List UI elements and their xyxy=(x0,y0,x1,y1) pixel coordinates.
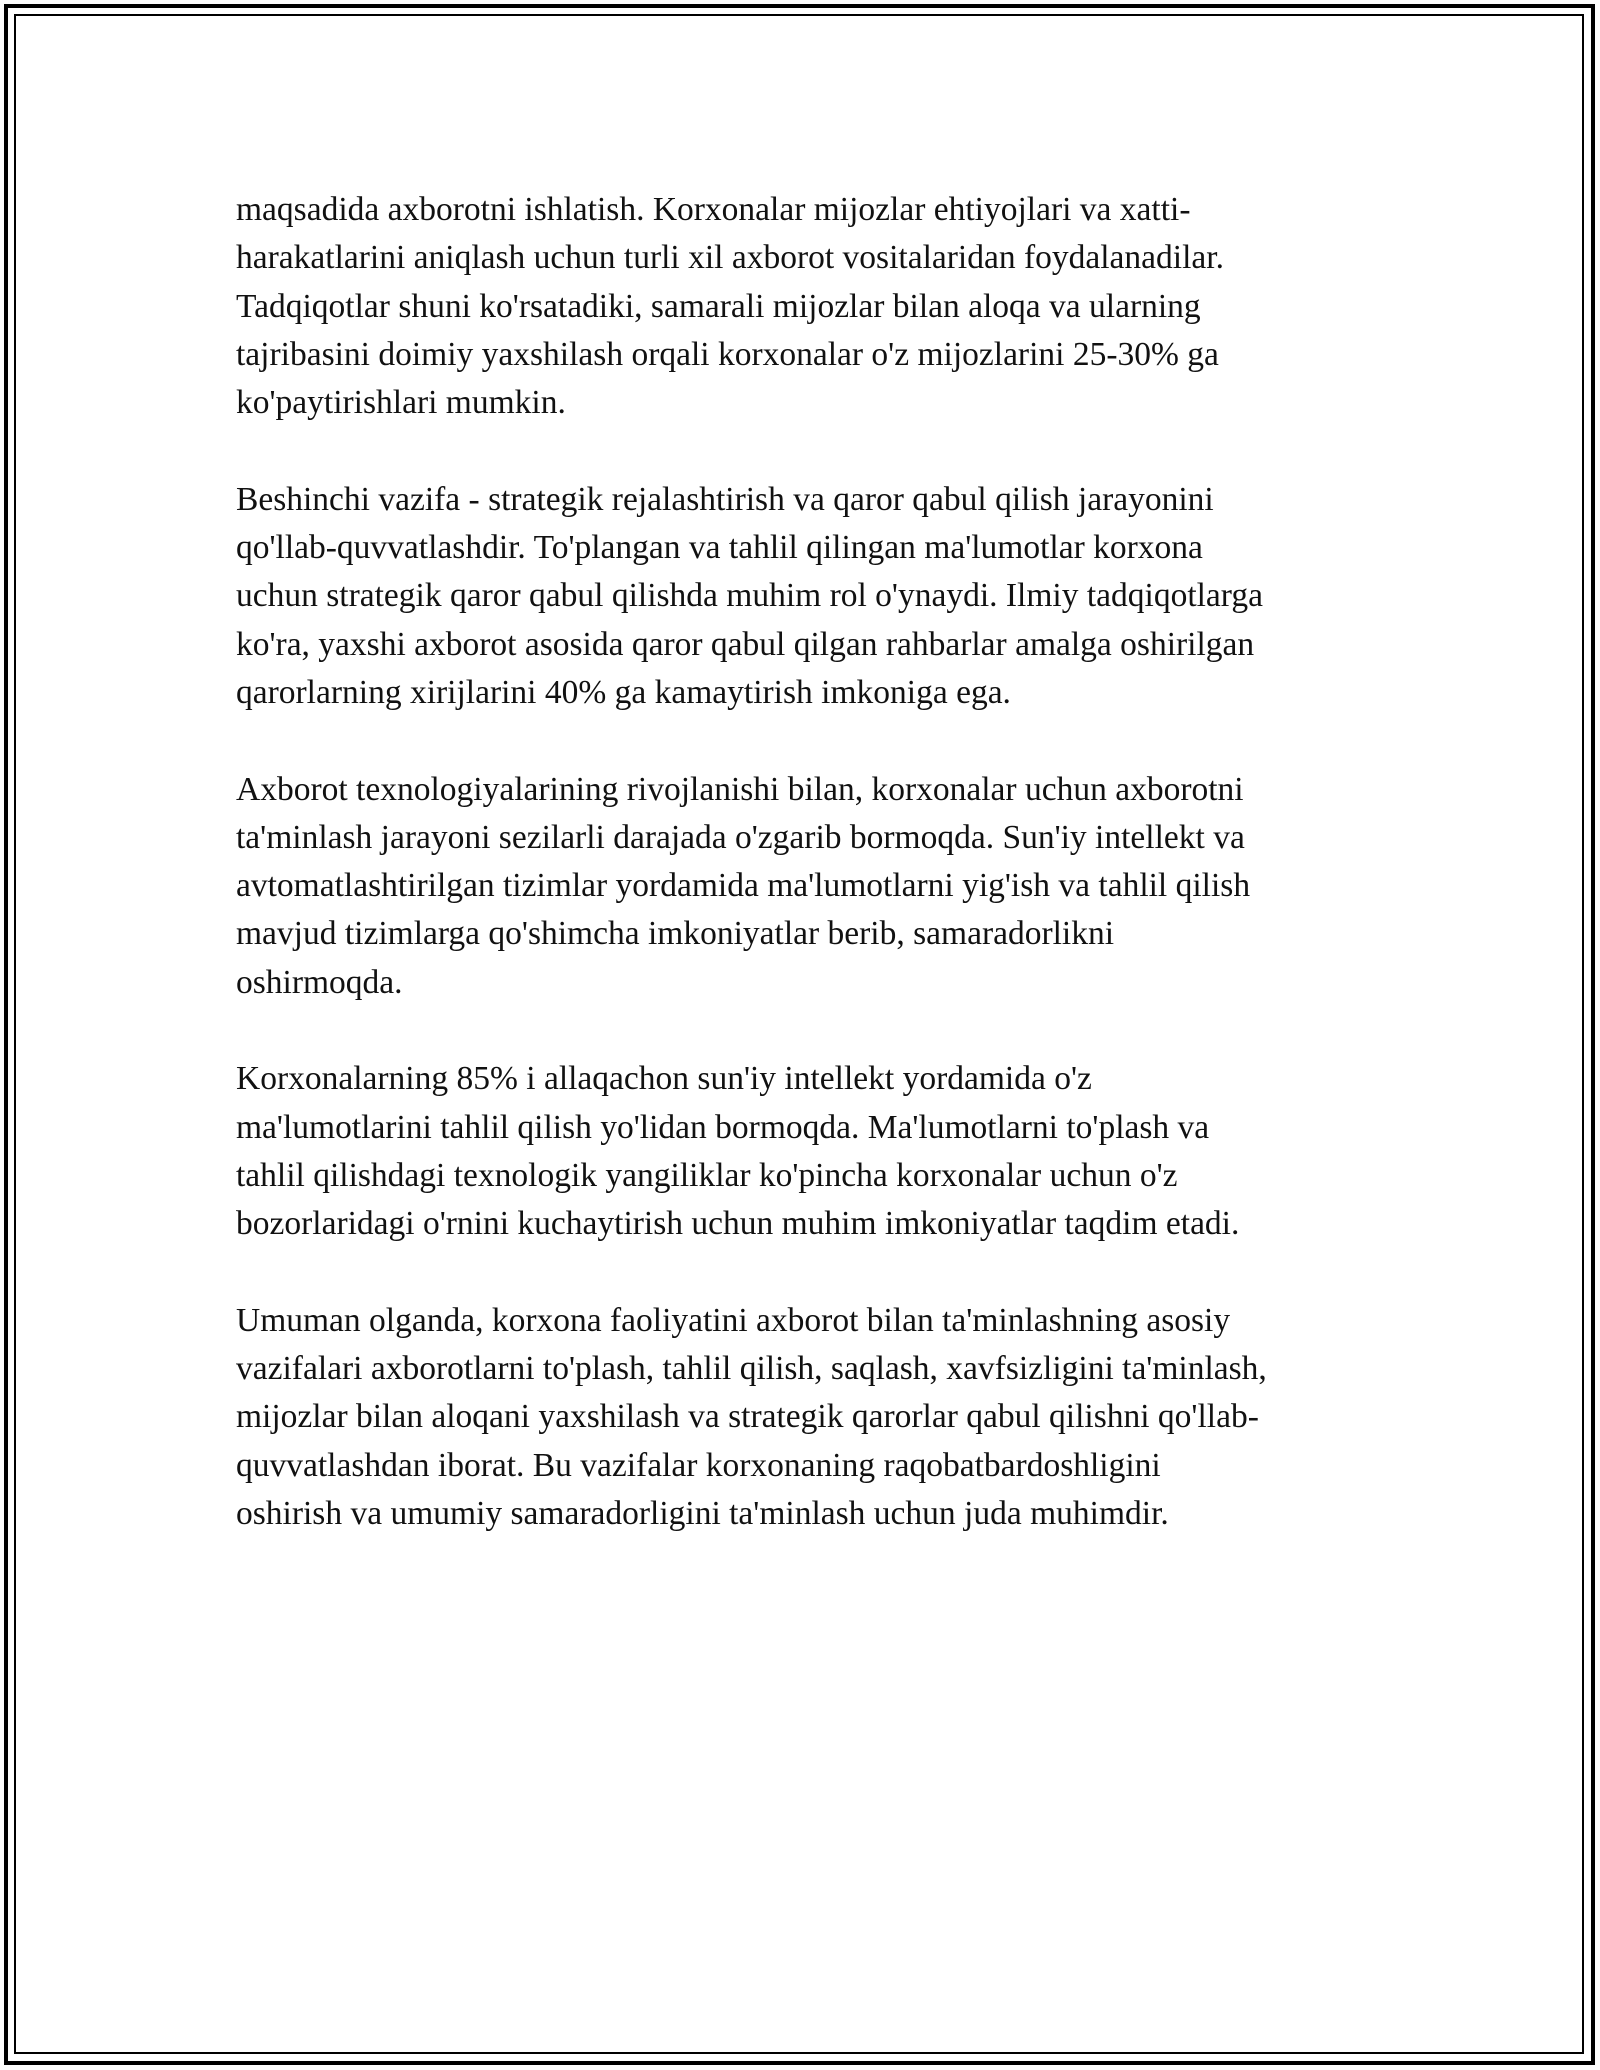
text-line: uchun strategik qaror qabul qilishda muhim rol o'ynaydi. Ilmiy tadqiqotlarga xyxy=(236,577,1263,615)
paragraph-3 xyxy=(236,766,1386,1007)
paragraph-1 xyxy=(236,186,1386,427)
text-line: harakatlarini aniqlash uchun turli xil axborot vositalaridan foydalanadilar. xyxy=(236,239,1224,277)
text-line: qo'llab-quvvatlashdir. To'plangan va tahlil qilingan ma'lumotlar korxona xyxy=(236,529,1203,567)
text-line: Axborot texnologiyalarining rivojlanishi bilan, korxonalar uchun axborotni xyxy=(236,770,1244,808)
text-line: avtomatlashtirilgan tizimlar yordamida ma'lumotlarni yig'ish va tahlil qilish xyxy=(236,867,1251,905)
text-line: vazifalari axborotlarni to'plash, tahlil qilish, saqlash, xavfsizligini ta'minlash, xyxy=(236,1350,1267,1388)
text-line: Beshinchi vazifa - strategik rejalashtirish va qaror qabul qilish jarayonini xyxy=(236,480,1214,518)
text-line: quvvatlashdan iborat. Bu vazifalar korxonaning raqobatbardoshligini xyxy=(236,1446,1161,1484)
text-line: ma'lumotlarini tahlil qilish yo'lidan bormoqda. Ma'lumotlarni to'plash va xyxy=(236,1108,1210,1146)
text-line: oshirmoqda. xyxy=(236,963,403,1001)
text-line: tahlil qilishdagi texnologik yangiliklar ko'pincha korxonalar uchun o'z xyxy=(236,1156,1178,1194)
text-line: Tadqiqotlar shuni ko'rsatadiki, samarali mijozlar bilan aloqa va ularning xyxy=(236,287,1201,325)
text-line: maqsadida axborotni ishlatish. Korxonalar mijozlar ehtiyojlari va xatti- xyxy=(236,191,1191,228)
text-line: Umuman olganda, korxona faoliyatini axborot bilan ta'minlashning asosiy xyxy=(236,1301,1231,1339)
text-line: mijozlar bilan aloqani yaxshilash va strategik qarorlar qabul qilishni qo'llab- xyxy=(236,1398,1259,1436)
text-line: tajribasini doimiy yaxshilash orqali korxonalar o'z mijozlarini 25-30% ga xyxy=(236,335,1219,373)
paragraph-2 xyxy=(236,476,1386,717)
paragraph-4 xyxy=(236,1055,1386,1248)
text-line: ko'paytirishlari mumkin. xyxy=(236,384,566,422)
text-line: bozorlaridagi o'rnini kuchaytirish uchun muhim imkoniyatlar taqdim etadi. xyxy=(236,1205,1240,1243)
paragraph-5 xyxy=(236,1297,1386,1538)
text-line: qarorlarning xirijlarini 40% ga kamaytirish imkoniga ega. xyxy=(236,673,1011,711)
text-line: ko'ra, yaxshi axborot asosida qaror qabul qilgan rahbarlar amalga oshirilgan xyxy=(236,625,1255,663)
text-line: Korxonalarning 85% i allaqachon sun'iy intellekt yordamida o'z xyxy=(236,1060,1092,1098)
text-line: ta'minlash jarayoni sezilarli darajada o'zgarib bormoqda. Sun'iy intellekt va xyxy=(236,818,1245,856)
document-body xyxy=(236,186,1386,1587)
text-line: oshirish va umumiy samaradorligini ta'minlash uchun juda muhimdir. xyxy=(236,1495,1169,1533)
text-line: mavjud tizimlarga qo'shimcha imkoniyatlar berib, samaradorlikni xyxy=(236,915,1115,953)
